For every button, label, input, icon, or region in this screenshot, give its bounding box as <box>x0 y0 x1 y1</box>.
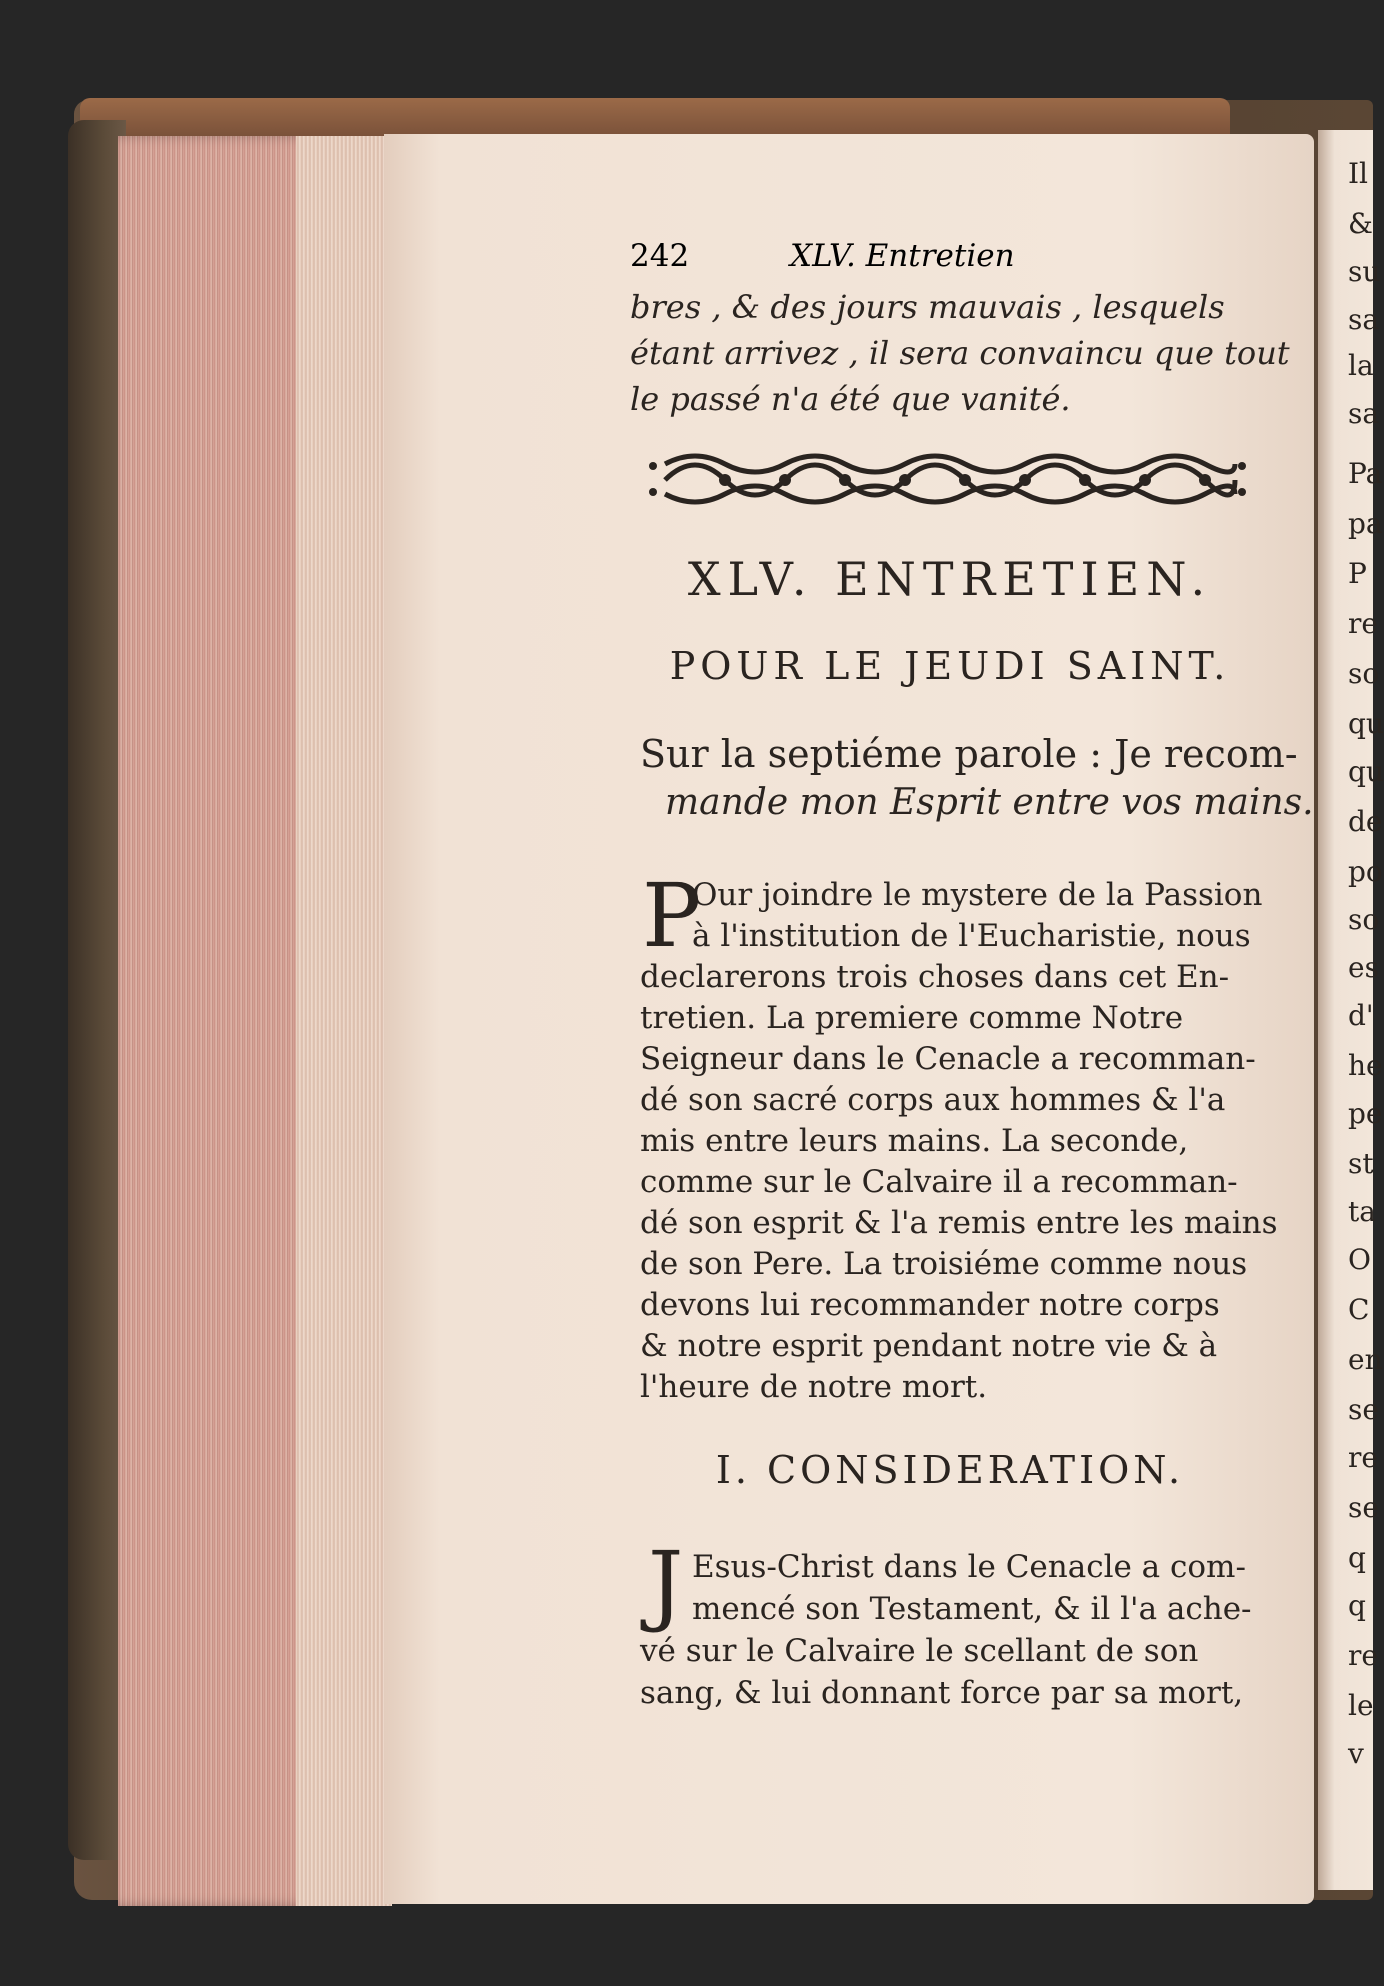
next-page-fragment: Il <box>1348 157 1369 190</box>
para1-line-4: tretien. La premiere comme Notre <box>640 1000 1184 1036</box>
subject-line-2: mande mon Esprit entre vos mains. <box>665 782 1314 823</box>
para1-line-6: dé son sacré corps aux hommes & l'a <box>640 1082 1226 1118</box>
ornament-band <box>645 444 1250 516</box>
next-page-fragment: st <box>1348 1147 1374 1180</box>
page-number: 242 <box>630 238 690 274</box>
next-page-fragment: re <box>1348 1639 1378 1672</box>
next-page-fragment: Pa <box>1348 457 1383 490</box>
para1-line-7: mis entre leurs mains. La seconde, <box>640 1123 1189 1159</box>
next-page-fragment: po <box>1348 855 1383 888</box>
next-page-fragment: O <box>1348 1243 1371 1276</box>
next-page-fragment: v <box>1348 1737 1364 1770</box>
next-page-fragment: en <box>1348 1343 1383 1376</box>
next-page-fragment: ta <box>1348 1195 1376 1228</box>
running-header <box>630 238 1110 278</box>
para1-line-13: l'heure de notre mort. <box>640 1369 988 1405</box>
book-cover-top <box>80 98 1230 136</box>
para1-line-2: à l'institution de l'Eucharistie, nous <box>692 918 1251 954</box>
next-page-fragment: he <box>1348 1049 1383 1082</box>
page-block-edges-light <box>296 136 392 1906</box>
intro-line-2: étant arrivez , il sera convaincu que tout <box>630 334 1290 372</box>
para1-line-11: devons lui recommander notre corps <box>640 1287 1220 1323</box>
para2-line-1: Esus-Christ dans le Cenacle a com- <box>692 1549 1246 1585</box>
section-heading: I. CONSIDERATION. <box>715 1448 1185 1492</box>
next-page-fragment: sa <box>1348 397 1380 430</box>
next-page-fragment: le <box>1348 1689 1374 1722</box>
para1-line-1: Our joindre le mystere de la Passion <box>692 877 1263 913</box>
next-page-fragment: se <box>1348 1393 1379 1426</box>
next-page-fragment: re <box>1348 607 1378 640</box>
next-page-fragment: C <box>1348 1293 1370 1326</box>
intro-line-3: le passé n'a été que vanité. <box>630 380 1071 418</box>
para1-line-5: Seigneur dans le Cenacle a recomman- <box>640 1041 1256 1077</box>
next-page-fragment: qu <box>1348 755 1384 788</box>
next-page-fragment: qu <box>1348 707 1384 740</box>
next-page-fragment: q <box>1348 1589 1366 1622</box>
para1-line-10: de son Pere. La troisiéme comme nous <box>640 1246 1248 1282</box>
para1-line-3: declarerons trois choses dans cet En- <box>640 959 1230 995</box>
next-page-fragment: pa <box>1348 507 1383 540</box>
chapter-heading: XLV. ENTRETIEN. <box>687 552 1213 606</box>
next-page-fragment: su <box>1348 255 1381 288</box>
next-page-fragment: sa <box>1348 303 1380 336</box>
next-page-fragment: so <box>1348 903 1380 936</box>
next-page-fragment: de <box>1348 805 1383 838</box>
next-page-fragment: d' <box>1348 999 1374 1032</box>
intro-line-1: bres , & des jours mauvais , lesquels <box>630 288 1225 326</box>
next-page-fragment: & <box>1348 207 1373 240</box>
para1-line-12: & notre esprit pendant notre vie & à <box>640 1328 1218 1364</box>
next-page-fragment: re <box>1348 1441 1378 1474</box>
next-page-fragment: se <box>1348 1491 1379 1524</box>
next-page-fragment: q <box>1348 1541 1366 1574</box>
para2-line-4: sang, & lui donnant force par sa mort, <box>640 1675 1244 1711</box>
next-page-fragment: es <box>1348 951 1379 984</box>
next-page-fragment: P <box>1348 557 1367 590</box>
next-page-fragment: pe <box>1348 1097 1383 1130</box>
running-head-title: XLV. Entretien <box>790 238 1015 274</box>
para1-dropcap: P <box>642 864 702 967</box>
subject-line-1: Sur la septiéme parole : Je recom- <box>640 732 1298 776</box>
next-page-fragment: la <box>1348 349 1374 382</box>
next-page-fragment: so <box>1348 657 1380 690</box>
para2-line-3: vé sur le Calvaire le scellant de son <box>640 1633 1199 1669</box>
para1-line-8: comme sur le Calvaire il a recomman- <box>640 1164 1238 1200</box>
para2-line-2: mencé son Testament, & il l'a ache- <box>692 1591 1252 1627</box>
para2-dropcap: J <box>648 1532 684 1635</box>
chapter-subheading: POUR LE JEUDI SAINT. <box>669 644 1231 688</box>
next-page-edge <box>1318 130 1384 1890</box>
para1-line-9: dé son esprit & l'a remis entre les mains <box>640 1205 1278 1241</box>
